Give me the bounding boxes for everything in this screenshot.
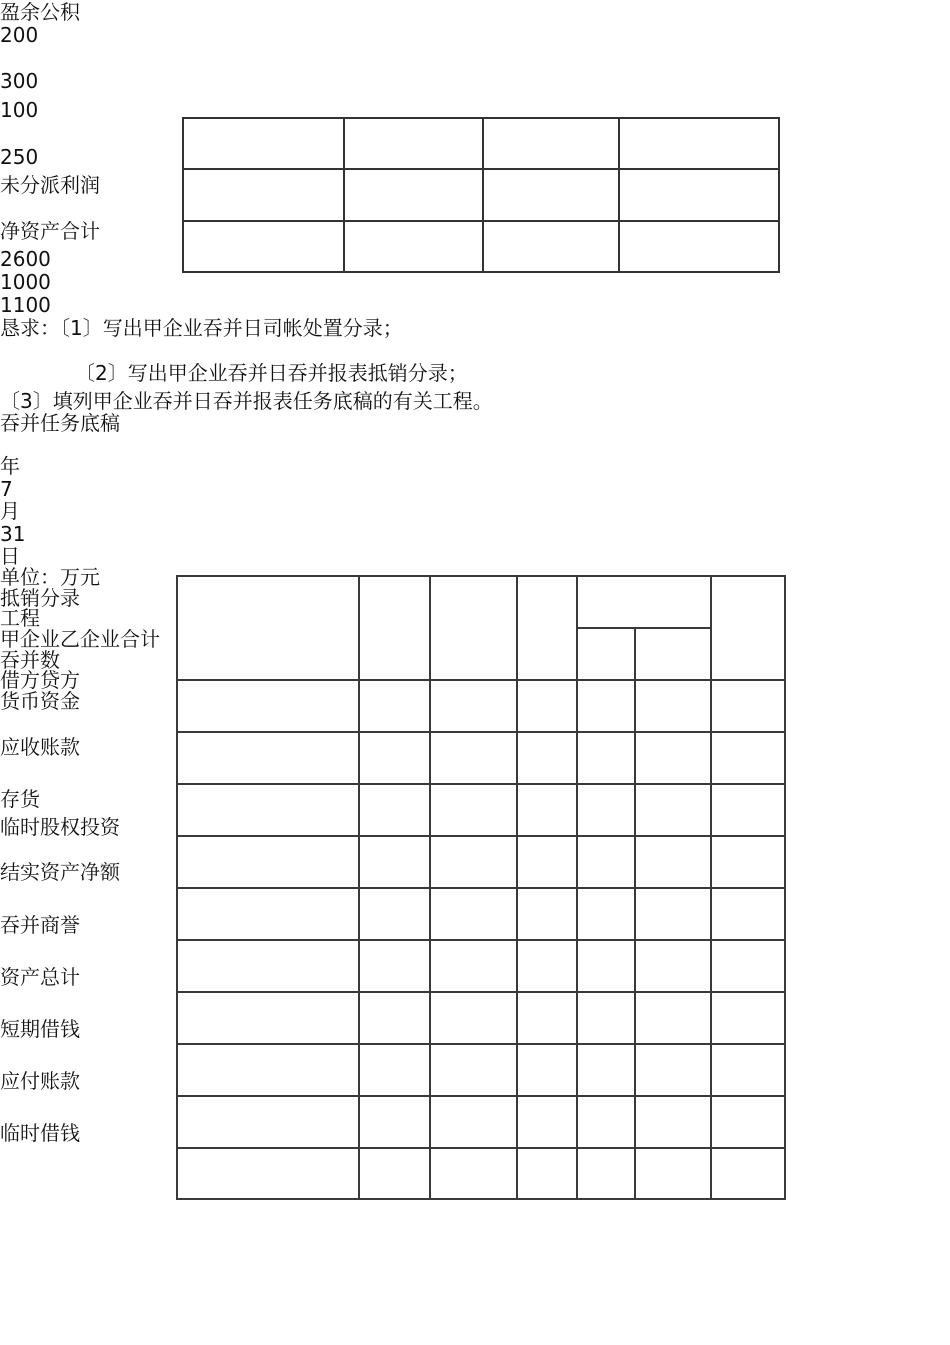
top-line: 1000 (0, 270, 51, 294)
table-cell (177, 940, 359, 992)
table-cell (517, 1096, 577, 1148)
table-cell (577, 992, 635, 1044)
table-cell (183, 118, 344, 169)
table-cell (577, 680, 635, 732)
top-line: 100 (0, 98, 39, 122)
table-cell (711, 836, 785, 888)
row-label: 应收账款 (0, 735, 80, 759)
table-cell (483, 169, 619, 220)
table-cell (359, 836, 430, 888)
requirement-line-3: 〔3〕填列甲企业吞并日吞并报表任务底稿的有关工程。 (0, 389, 493, 413)
table-cell (430, 836, 517, 888)
row-label: 货币资金 (0, 689, 80, 713)
table-cell (359, 1096, 430, 1148)
table-cell (577, 628, 635, 680)
table-cell (577, 1148, 635, 1199)
table-cell (619, 118, 779, 169)
row-label: 应付账款 (0, 1069, 80, 1093)
top-line: 未分派利润 (0, 173, 100, 197)
top-line: 200 (0, 23, 39, 47)
table-cell (635, 1044, 711, 1096)
top-line: 300 (0, 69, 39, 93)
table-cell (711, 680, 785, 732)
top-line: 2600 (0, 247, 51, 271)
table-cell (177, 732, 359, 784)
unit-label: 单位：万元 (0, 565, 100, 589)
row-label: 临时借钱 (0, 1121, 80, 1145)
table-cell (177, 1044, 359, 1096)
table-cell (430, 992, 517, 1044)
row-label: 资产总计 (0, 965, 80, 989)
requirement-line-1: 恳求：〔1〕写出甲企业吞并日司帐处置分录； (0, 316, 403, 340)
table-cell (517, 576, 577, 680)
table-cell (635, 732, 711, 784)
table-cell (711, 576, 785, 680)
table-cell (577, 732, 635, 784)
table-cell (635, 836, 711, 888)
table-cell (430, 576, 517, 680)
table-cell (635, 1148, 711, 1199)
table-cell (517, 1148, 577, 1199)
table-cell (430, 1044, 517, 1096)
table-cell (359, 576, 430, 680)
date-part: 日 (0, 544, 20, 568)
date-part: 31 (0, 522, 26, 546)
header-line: 借方贷方 (0, 668, 80, 692)
table-cell (711, 888, 785, 940)
table-cell (577, 940, 635, 992)
table-cell (635, 1096, 711, 1148)
table-cell (183, 169, 344, 220)
table-cell (635, 784, 711, 836)
header-line: 甲企业乙企业合计 (0, 627, 160, 651)
table-cell (711, 940, 785, 992)
table-cell (177, 784, 359, 836)
table-cell (517, 940, 577, 992)
table-cell (430, 888, 517, 940)
top-line: 250 (0, 145, 39, 169)
table-cell (711, 1044, 785, 1096)
table-cell (635, 940, 711, 992)
header-line: 抵销分录 (0, 586, 80, 610)
table-cell (177, 992, 359, 1044)
row-label: 结实资产净额 (0, 860, 120, 884)
date-part: 7 (0, 477, 13, 501)
table-cell (359, 784, 430, 836)
worksheet-table (176, 575, 786, 1200)
table-cell (359, 1044, 430, 1096)
worksheet-title: 吞并任务底稿 (0, 411, 120, 435)
table-cell (711, 732, 785, 784)
table-cell (635, 992, 711, 1044)
table-cell (517, 784, 577, 836)
row-label: 吞并商誉 (0, 913, 80, 937)
top-line: 净资产合计 (0, 219, 100, 243)
table-cell (577, 784, 635, 836)
table-cell (635, 680, 711, 732)
table-cell (517, 680, 577, 732)
table-cell (517, 836, 577, 888)
table-cell (359, 732, 430, 784)
date-part: 月 (0, 499, 20, 523)
table-cell (344, 169, 483, 220)
table-cell (577, 1044, 635, 1096)
table-cell (177, 836, 359, 888)
row-label: 存货 (0, 787, 40, 811)
table-cell (430, 940, 517, 992)
table-cell (483, 118, 619, 169)
header-line: 工程 (0, 606, 40, 630)
top-line: 盈余公积 (0, 0, 80, 24)
table-cell (517, 1044, 577, 1096)
table-cell (359, 992, 430, 1044)
table-cell (430, 680, 517, 732)
table-cell (517, 732, 577, 784)
table-cell (177, 888, 359, 940)
table-cell (359, 680, 430, 732)
table-cell (635, 628, 711, 680)
row-label: 临时股权投资 (0, 815, 120, 839)
table-cell (711, 1096, 785, 1148)
table-cell (619, 221, 779, 272)
table-cell (359, 1148, 430, 1199)
table-cell (635, 888, 711, 940)
table-cell (430, 1096, 517, 1148)
table-cell (483, 221, 619, 272)
table-cell (430, 1148, 517, 1199)
table-cell (177, 1096, 359, 1148)
table-cell (344, 118, 483, 169)
table-cell (577, 1096, 635, 1148)
row-label: 短期借钱 (0, 1017, 80, 1041)
table-cell (177, 576, 359, 680)
table-cell (577, 836, 635, 888)
header-line: 吞并数 (0, 648, 60, 672)
table-cell (430, 784, 517, 836)
table-cell (183, 221, 344, 272)
table-cell (177, 1148, 359, 1199)
table-cell (711, 784, 785, 836)
table-cell (711, 992, 785, 1044)
top-line: 1100 (0, 293, 51, 317)
table-cell (619, 169, 779, 220)
table-cell (711, 1148, 785, 1199)
date-part: 年 (0, 454, 20, 478)
table-cell (577, 888, 635, 940)
table-cell (577, 576, 711, 628)
table-cell (359, 940, 430, 992)
table-cell (177, 680, 359, 732)
table-cell (517, 888, 577, 940)
requirement-line-2: 〔2〕写出甲企业吞并日吞并报表抵销分录； (75, 361, 468, 385)
table-cell (359, 888, 430, 940)
table-cell (430, 732, 517, 784)
table-cell (344, 221, 483, 272)
top-empty-table (182, 117, 780, 273)
table-cell (517, 992, 577, 1044)
